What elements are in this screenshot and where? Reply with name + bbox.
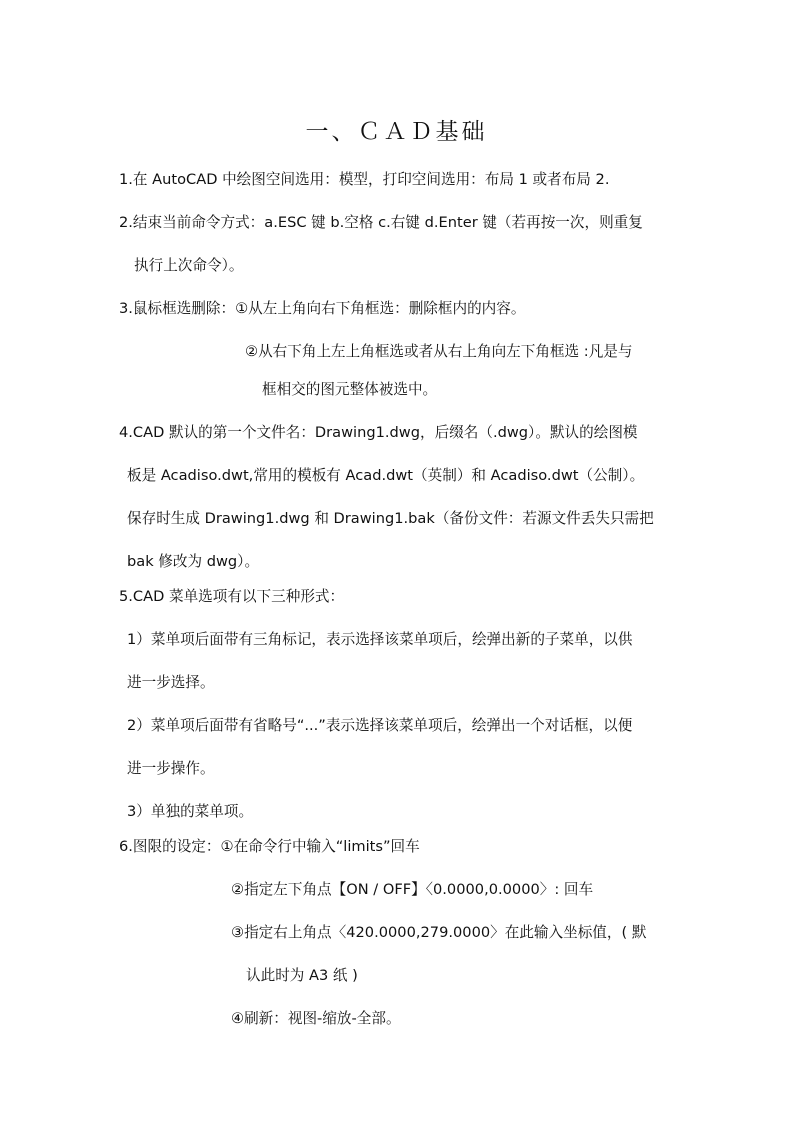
- text-line: 2）菜单项后面带有省略号“...”表示选择该菜单项后，绘弹出一个对话框，以便: [127, 717, 633, 734]
- text-line: 进一步选择。: [127, 674, 215, 691]
- text-line: 认此时为 A3 纸 ): [246, 967, 358, 984]
- text-line: 保存时生成 Drawing1.dwg 和 Drawing1.bak（备份文件：若源文件丢失只需把: [127, 510, 654, 527]
- text-line: ②从右下角上左上角框选或者从右上角向左下角框选 :凡是与: [245, 343, 633, 360]
- text-line: 6.图限的设定：①在命令行中输入“limits”回车: [119, 838, 420, 855]
- text-line: 2.结束当前命令方式：a.ESC 键 b.空格 c.右键 d.Enter 键（若再按一次，则重复: [119, 214, 643, 231]
- text-line: 板是 Acadiso.dwt,常用的模板有 Acad.dwt（英制）和 Acadiso.dwt（公制）。: [127, 467, 645, 484]
- text-line: ④刷新：视图-缩放-全部。: [231, 1010, 401, 1027]
- text-line: bak 修改为 dwg）。: [127, 553, 260, 570]
- text-line: 1.在 AutoCAD 中绘图空间选用：模型，打印空间选用：布局 1 或者布局 2.: [119, 171, 610, 188]
- text-line: 4.CAD 默认的第一个文件名：Drawing1.dwg，后缀名（.dwg）。默认的绘图模: [119, 424, 638, 441]
- text-line: 框相交的图元整体被选中。: [262, 381, 438, 398]
- text-line: 进一步操作。: [127, 760, 215, 777]
- page-title: 一、ＣＡＤ基础: [305, 119, 488, 145]
- text-line: 3）单独的菜单项。: [127, 803, 254, 820]
- text-line: 5.CAD 菜单选项有以下三种形式：: [119, 588, 345, 605]
- text-line: 执行上次命令）。: [134, 257, 244, 274]
- text-line: 3.鼠标框选删除：①从左上角向右下角框选：删除框内的内容。: [119, 300, 526, 317]
- text-line: ②指定左下角点【ON / OFF】〈0.0000,0.0000〉: 回车: [231, 881, 594, 898]
- text-line: 1）菜单项后面带有三角标记，表示选择该菜单项后，绘弹出新的子菜单，以供: [127, 631, 633, 648]
- text-line: ③指定右上角点〈420.0000,279.0000〉在此输入坐标值，( 默: [231, 924, 647, 941]
